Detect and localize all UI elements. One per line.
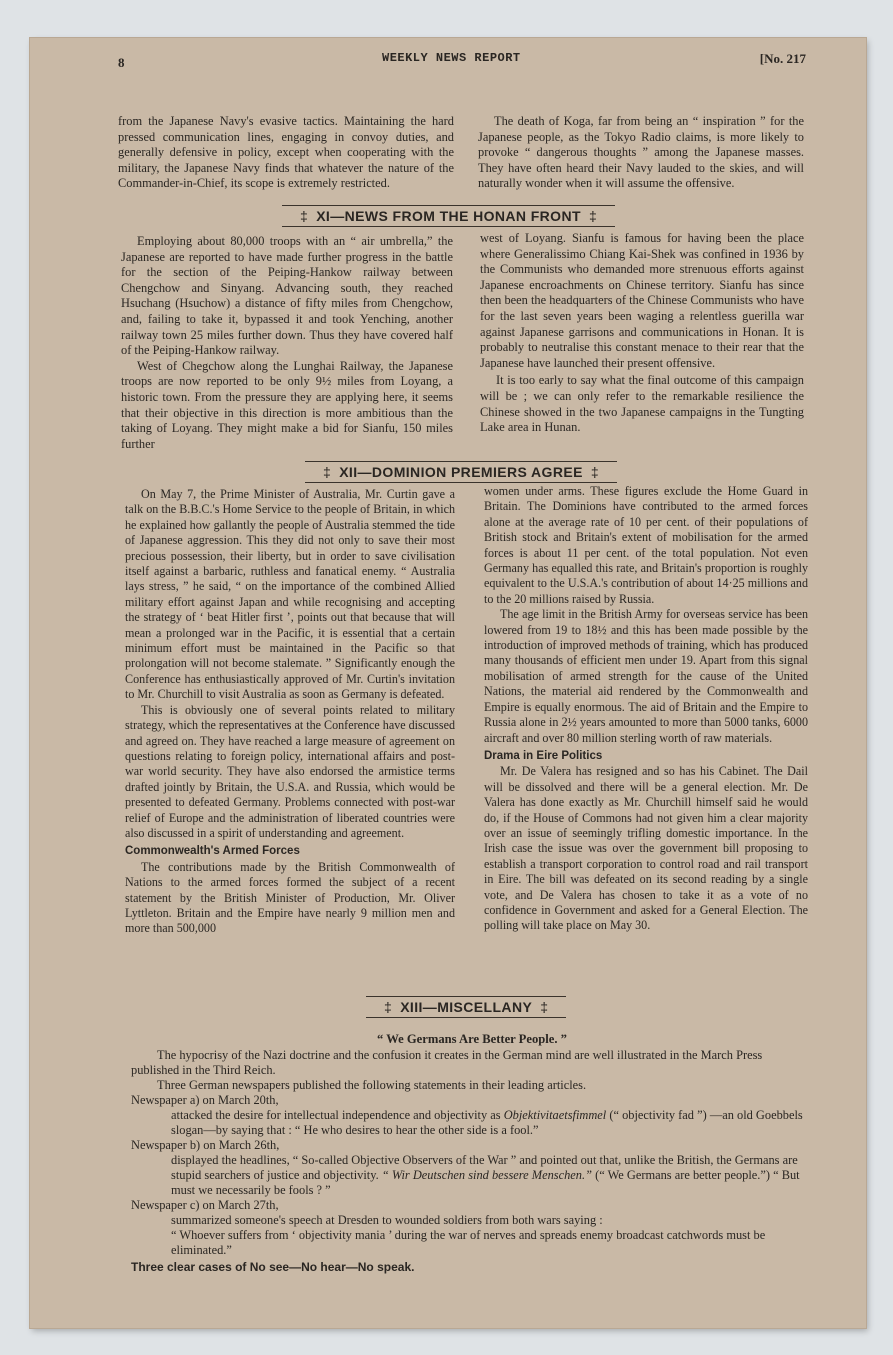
- dagger-ornament: ‡: [323, 464, 332, 480]
- newspaper-b-heading: Newspaper b) on March 26th,: [131, 1138, 280, 1152]
- dagger-ornament: ‡: [384, 999, 393, 1015]
- newspaper-a-heading: Newspaper a) on March 20th,: [131, 1093, 279, 1107]
- newspaper-c-quote: “ Whoever suffers from ‘ objectivity mania ’ during the war of nerves and spreads enemy broadcast catchwords must be eliminated.”: [171, 1228, 766, 1257]
- page-header: [86, 51, 806, 69]
- german-term: Objektivitaetsfimmel: [503, 1108, 607, 1122]
- continuation-left: [118, 114, 454, 192]
- honan-right-column: [480, 231, 804, 436]
- closing-line: Three clear cases of No see—No hear—No speak.: [131, 1260, 415, 1274]
- miscellany-body: [131, 1032, 813, 1275]
- section-heading-xi: [282, 205, 615, 227]
- text-run: (“ objectivity fad ”) —an old Goebbels slogan—by saying that : “ He who desires to hear the other side is a fool.”: [171, 1108, 803, 1137]
- section-title: XIII—MISCELLANY: [400, 999, 533, 1015]
- paragraph: Three German newspapers published the following statements in their leading articles.: [157, 1078, 587, 1092]
- dagger-ornament: ‡: [590, 464, 600, 480]
- paragraph: The age limit in the British Army for overseas service has been lowered from 19 to 18½ and this has been made possible by the introduction of improved methods of training, which has produced many thousands of efficient men under 19. Apart from this signal mobilisation of armed strength for the cause of the United Nations, the material aid rendered by the Commonwealth and Empire is equally enormous. The aid of Britain and the Empire to Russia alone in 2½ years amounted to more than 5000 tanks, 6000 aircraft and over 80 million sterling worth of raw materials.: [484, 607, 808, 745]
- paragraph: from the Japanese Navy's evasive tactics. Maintaining the hard pressed communication lines, engaging in convoy duties, and generally defensive in policy, except when cooperating with the military, the Japanese Navy finds that whatever the nature of the Commander-in-Chief, its scope is extremely restricted.: [118, 114, 454, 191]
- quote-title: “ We Germans Are Better People. ”: [377, 1032, 567, 1046]
- newspaper-c-heading: Newspaper c) on March 27th,: [131, 1198, 279, 1212]
- section-heading-xiii: [366, 996, 566, 1018]
- newspaper-a-text: [131, 1108, 813, 1138]
- premiers-left-column: [125, 487, 455, 937]
- newspaper-c-text: summarized someone's speech at Dresden to wounded soldiers from both wars saying :: [171, 1213, 603, 1227]
- dagger-ornament: ‡: [540, 999, 549, 1015]
- premiers-right-column: [484, 484, 808, 934]
- dagger-ornament: ‡: [300, 208, 309, 224]
- section-heading-xii: [305, 461, 617, 483]
- publication-title: WEEKLY NEWS REPORT: [382, 51, 521, 65]
- paragraph: The contributions made by the British Commonwealth of Nations to the armed forces formed the subject of a recent statement by the British Minister of Production, Mr. Oliver Lyttleton. Britain and the Empire have nearly 9 million men and more than 500,000: [125, 859, 455, 936]
- paragraph: On May 7, the Prime Minister of Australia, Mr. Curtin gave a talk on the B.B.C.'s Home Service to the people of Britain, in which he explained how gallantly the people of Australia stemmed the tide of Japanese aggression. This they did not only to save their most precious possession, their liberty, but in order to save civilisation itself against a barbaric, ruthless and fanatical enemy. “ Australia lays stress, ” he said, “ on the importance of the combined Allied military effort against Japan and while recognising and accepting the strategy of ‘ beat Hitler first ’, points out that because that will mean a prolonged war in the Pacific, it is essential that a certain minimum effort must be maintained in the Pacific so that prolongation will not become stalemate. ” Significantly enough the Conference has enthusiastically approved of Mr. Curtin's invitation to Mr. Churchill to visit Australia as soon as Germany is defeated.: [125, 487, 455, 702]
- paragraph: women under arms. These figures exclude the Home Guard in Britain. The Dominions have contributed to the armed forces alone at the average rate of 10 per cent. of their populations of British stock and Britain's extent of mobilisation for the armed forces is about 11 per cent. of the total population. Not even Germany has equalled this rate, and Britain's proportion is roughly equivalent to the U.S.A.'s contribution of about 14·25 millions and to the 20 millions raised by Russia.: [484, 484, 808, 606]
- issue-number: [No. 217: [759, 51, 806, 66]
- page-number: 8: [118, 55, 125, 70]
- text-run: (“ We Germans are better people.”) “ But must we necessarily be fools ? ”: [171, 1168, 800, 1197]
- dagger-ornament: ‡: [588, 208, 598, 224]
- paragraph: West of Chegchow along the Lunghai Railway, the Japanese troops are now reported to be only 9½ miles from Loyang, a historic town. From the pressure they are applying here, it seems that their objective in this direction is more ambitious than the taking of Loyang. They might make a bid for Sianfu, 150 miles further: [121, 358, 453, 451]
- paragraph: Employing about 80,000 troops with an “ air umbrella,” the Japanese are reported to have made further progress in the battle for the section of the Peiping-Hankow railway between Chengchow and Sinyang. Advancing south, they reached Hsuchang (Hsuchow) a distance of fifty miles from Chengchow, and, failing to take it, bypassed it and took Yenching, another railway town 25 miles further down. Thus they have covered half of the Peiping-Hankow railway.: [121, 234, 453, 358]
- honan-left-column: [121, 234, 453, 452]
- subheading: Drama in Eire Politics: [484, 749, 603, 762]
- paragraph: The hypocrisy of the Nazi doctrine and the confusion it creates in the German mind are well illustrated in the March Press published in the Third Reich.: [131, 1048, 763, 1077]
- subheading: Commonwealth's Armed Forces: [125, 845, 300, 858]
- paragraph: It is too early to say what the final outcome of this campaign will be ; we can only refer to the remarkable resilience the Chinese showed in the two Japanese campaigns in the Tungting Lake area in Hunan.: [480, 373, 804, 435]
- paragraph: The death of Koga, far from being an “ inspiration ” for the Japanese people, as the Tokyo Radio claims, is more likely to provoke “ dangerous thoughts ” among the Japanese masses. They have often heard their Navy lauded to the skies, and will naturally wonder when it will assume the offensive.: [478, 114, 804, 191]
- newspaper-b-text: [131, 1153, 813, 1198]
- section-title: XII—DOMINION PREMIERS AGREE: [339, 464, 583, 480]
- continuation-right: [478, 114, 804, 192]
- paragraph: This is obviously one of several points related to military strategy, which the representatives at the Conference have discussed and agreed on. They have reached a large measure of agreement on questions relating to foreign policy, international affairs and post-war world security. They have also endorsed the armistice terms drafted jointly by Britain, the U.S.A. and Russia, which would be presented to defeated Germany. Problems connected with post-war relief of Europe and the administration of liberated countries were also discussed in a spirit of understanding and agreement.: [125, 702, 455, 840]
- text-run: displayed the headlines, “ So-called Objective Observers of the War ” and pointed out that, unlike the British, the Germans are stupid searchers of justice and objectivity.: [171, 1153, 798, 1182]
- german-quote: “ Wir Deutschen sind bessere Menschen.”: [381, 1168, 592, 1182]
- paragraph: Mr. De Valera has resigned and so has his Cabinet. The Dail will be dissolved and there will be a general election. Mr. De Valera has done exactly as Mr. Churchill himself said he would do, if the House of Commons had not given him a clear majority over an issue of seemingly trifling domestic importance. In the Irish case the issue was over the government bill proposing to establish a transport corporation to control road and rail transport in Eire. The bill was defeated on its second reading by a single vote, and De Valera has chosen to take it as a vote of no confidence in Government and asked for a General Election. The polling will take place on May 30.: [484, 764, 808, 933]
- section-title: XI—NEWS FROM THE HONAN FRONT: [316, 208, 581, 224]
- paragraph: west of Loyang. Sianfu is famous for having been the place where Generalissimo Chiang Kai-Shek was confined in 1936 by the Communists who demanded more strenuous efforts against Japanese encroachments on Chinese territory. Sianfu has since then been the headquarters of the Chinese Communists who have for the last seven years been waging a relentless guerilla war against Japanese garrisons and communications in Honan. It is probably to neutralise this constant menace to their rear that the Japanese have launched their present offensive.: [480, 231, 804, 370]
- text-run: attacked the desire for intellectual independence and objectivity as: [171, 1108, 501, 1122]
